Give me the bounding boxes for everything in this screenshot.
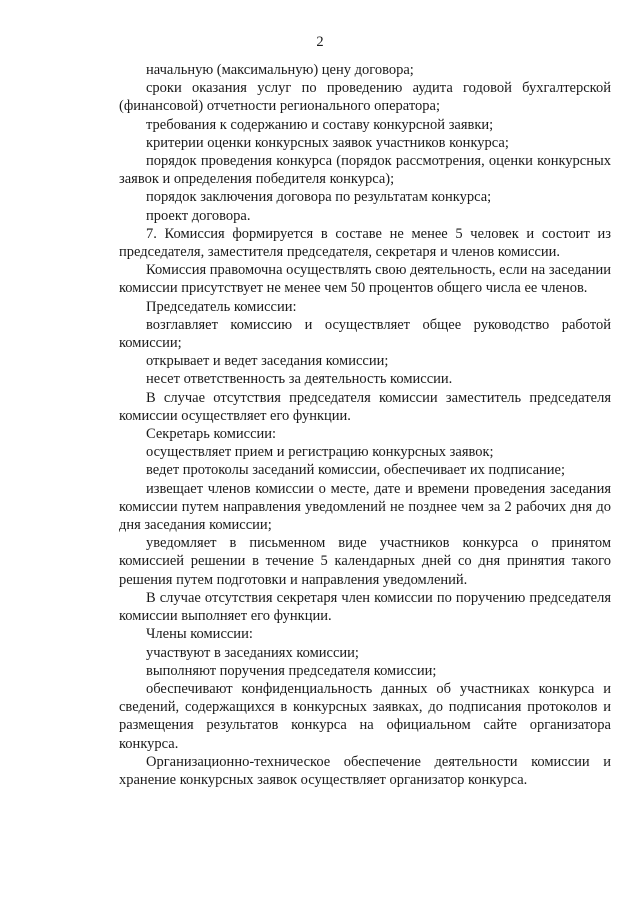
paragraph: Секретарь комиссии: <box>146 426 277 443</box>
paragraph: порядок проведения конкурса (порядок рассмотрения, оценки конкурсных заявок и определения победителя конкурса); <box>119 153 611 188</box>
paragraph: требования к содержанию и составу конкурсной заявки; <box>146 116 494 133</box>
paragraph: Члены комиссии: <box>146 626 253 643</box>
paragraph: критерии оценки конкурсных заявок участников конкурса; <box>146 134 509 151</box>
paragraph: В случае отсутствия председателя комиссии заместитель председателя комиссии осуществляет его функции. <box>119 389 611 424</box>
paragraph: возглавляет комиссию и осуществляет общее руководство работой комиссии; <box>119 316 611 352</box>
paragraph: Организационно-техническое обеспечение деятельности комиссии и хранение конкурсных заявок осуществляет организатор конкурса. <box>119 753 611 788</box>
paragraph: извещает членов комиссии о месте, дате и времени проведения заседания комиссии путем направления уведомлений не позднее чем за 2 рабочих дня до дня заседания комиссии; <box>119 480 611 534</box>
paragraph: уведомляет в письменном виде участников конкурса о принятом комиссией решении в течение 5 календарных дней со дня принятия такого решения путем подготовки и направления уведомлений. <box>119 535 611 588</box>
paragraph: несет ответственность за деятельность комиссии. <box>146 371 453 388</box>
paragraph: выполняют поручения председателя комиссии; <box>146 662 437 679</box>
paragraph: ведет протоколы заседаний комиссии, обеспечивает их подписание; <box>146 462 566 479</box>
paragraph: Председатель комиссии: <box>146 298 297 315</box>
paragraph: открывает и ведет заседания комиссии; <box>146 353 389 370</box>
paragraph: порядок заключения договора по результатам конкурса; <box>146 189 492 206</box>
paragraph: В случае отсутствия секретаря член комиссии по поручению председателя комиссии выполняет его функции. <box>119 589 611 625</box>
page-number: 2 <box>316 34 324 50</box>
paragraph: осуществляет прием и регистрацию конкурсных заявок; <box>146 444 494 461</box>
paragraph: 7. Комиссия формируется в составе не менее 5 человек и состоит из председателя, заместителя председателя, секретаря и членов комиссии. <box>119 225 611 261</box>
paragraph: участвуют в заседаниях комиссии; <box>146 644 359 661</box>
paragraph: проект договора. <box>146 207 251 224</box>
paragraph: сроки оказания услуг по проведению аудита годовой бухгалтерской (финансовой) отчетности регионального оператора; <box>119 80 611 115</box>
paragraph: начальную (максимальную) цену договора; <box>146 62 414 78</box>
document-body <box>119 61 611 789</box>
paragraph: Комиссия правомочна осуществлять свою деятельность, если на заседании комиссии присутствует не менее чем 50 процентов общего числа ее членов. <box>119 262 611 297</box>
paragraph: обеспечивают конфиденциальность данных об участниках конкурса и сведений, содержащихся в конкурсных заявках, до подписания протоколов и размещения результатов конкурса на официальном сайте организатора конкурса. <box>119 680 611 752</box>
